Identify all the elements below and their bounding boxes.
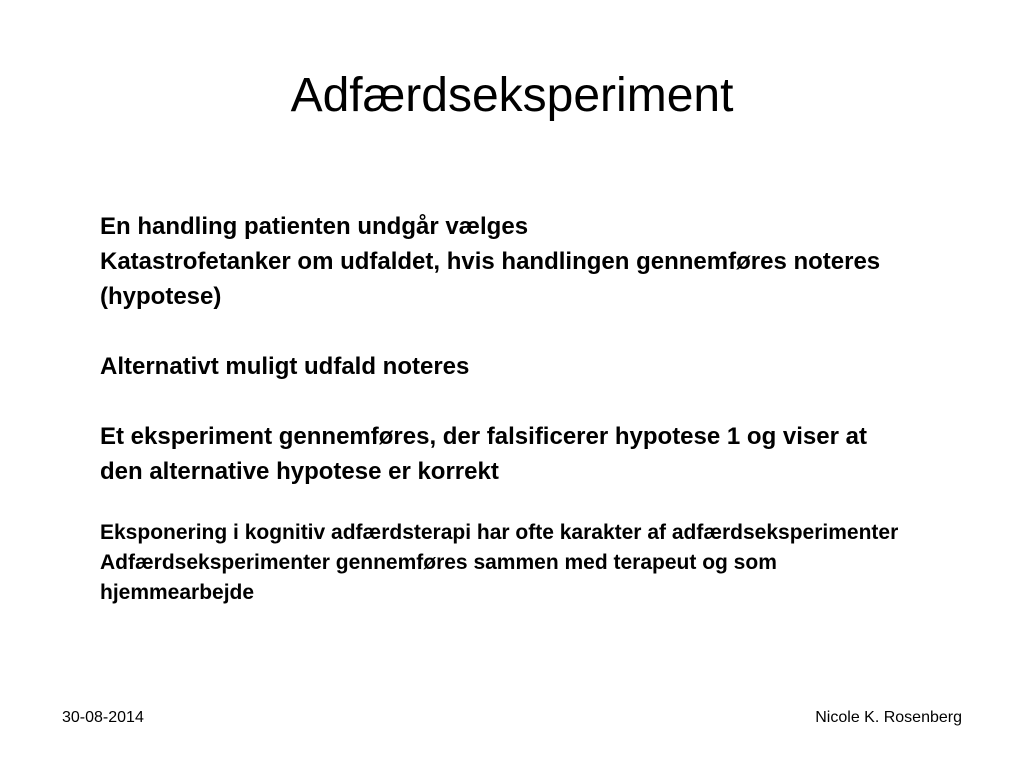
footer-date: 30-08-2014 — [62, 709, 144, 726]
paragraph-1: En handling patienten undgår vælges — [100, 213, 529, 240]
paragraph-3: Alternativt muligt udfald noteres — [100, 353, 470, 380]
paragraph-2: Katastrofetanker om udfaldet, hvis handlingen gennemføres noteres (hypotese) — [100, 248, 881, 310]
slide-title: Adfærdseksperiment — [290, 69, 734, 122]
slide-body — [100, 209, 900, 608]
spacer — [100, 384, 900, 419]
spacer — [100, 489, 900, 518]
paragraph-6: Adfærdseksperimenter gennemføres sammen med terapeut og som hjemmearbejde — [100, 551, 777, 604]
footer-author: Nicole K. Rosenberg — [815, 709, 962, 726]
paragraph-4: Et eksperiment gennemføres, der falsificerer hypotese 1 og viser at den alternative hypotese er korrekt — [100, 423, 867, 485]
spacer — [100, 314, 900, 349]
paragraph-5: Eksponering i kognitiv adfærdsterapi har ofte karakter af adfærdseksperimenter — [100, 521, 899, 544]
